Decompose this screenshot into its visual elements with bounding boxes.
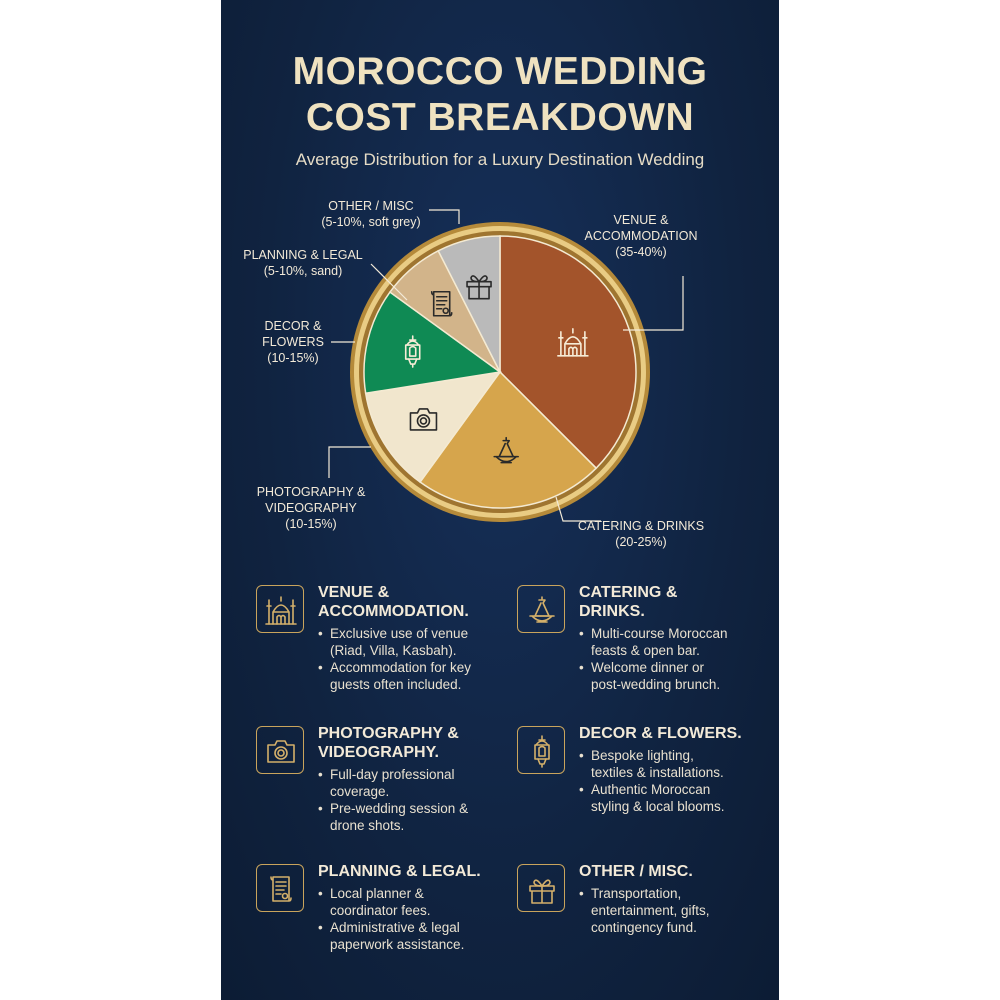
card-title-line: OTHER / MISC. — [579, 863, 693, 880]
pie-chart — [221, 0, 779, 560]
card-bullet-line: • Pre-wedding session & — [330, 801, 469, 816]
card-bullets — [579, 747, 767, 815]
card-bullets — [318, 885, 506, 953]
card-title — [318, 724, 508, 762]
title-line-1: MOROCCO WEDDING — [292, 50, 708, 93]
card-title-line: VENUE & — [318, 584, 390, 601]
card-bullet-line: • Welcome dinner or — [591, 660, 705, 675]
card-bullet — [579, 625, 767, 659]
card-bullet — [579, 659, 767, 693]
card-bullet-line: • Multi-course Moroccan — [591, 626, 728, 641]
card-bullets — [579, 885, 767, 936]
card-title — [318, 862, 508, 881]
slice-label-other: OTHER / MISC (5-10%, soft grey) — [321, 199, 421, 229]
slice-label-decor: DECOR & FLOWERS (10-15%) — [262, 319, 324, 365]
card-title — [579, 724, 769, 743]
card-bullet — [318, 800, 506, 834]
title-line-2: COST BREAKDOWN — [305, 96, 695, 139]
card-bullet-line: paperwork assistance. — [330, 937, 465, 952]
card-bullet-line: coordinator fees. — [330, 903, 431, 918]
card-title-line: DECOR & FLOWERS. — [579, 725, 742, 742]
card-bullet-line: entertainment, gifts, — [591, 903, 710, 918]
card-bullet-line: • Accommodation for key — [330, 660, 472, 675]
lantern-icon — [524, 733, 560, 769]
card-title — [318, 583, 508, 621]
card-bullet-line: guests often included. — [330, 677, 462, 692]
card-icon-box — [517, 585, 565, 633]
card-bullets — [579, 625, 767, 693]
card-bullet-line: feasts & open bar. — [591, 643, 700, 658]
card-bullet-line: • Exclusive use of venue — [330, 626, 469, 641]
card-bullet — [579, 747, 767, 781]
card-bullet-line: • Administrative & legal — [330, 920, 460, 935]
card-bullet-line: drone shots. — [330, 818, 405, 833]
card-icon-box — [517, 864, 565, 912]
card-bullet — [318, 885, 506, 919]
card-bullet — [318, 659, 506, 693]
card-bullet — [318, 766, 506, 800]
card-bullet-line: • Bespoke lighting, — [591, 748, 694, 763]
card-bullet-line: post-wedding brunch. — [591, 677, 721, 692]
card-title-line: ACCOMMODATION. — [318, 603, 469, 620]
card-bullets — [318, 766, 506, 834]
card-bullet — [318, 919, 506, 953]
mosque-icon — [263, 592, 299, 628]
card-icon-box — [517, 726, 565, 774]
leader-line-photography — [329, 447, 371, 478]
card-bullet — [579, 885, 767, 936]
card-bullet-line: styling & local blooms. — [591, 799, 725, 814]
scroll-icon — [263, 871, 299, 907]
card-bullet — [579, 781, 767, 815]
gift-icon — [524, 871, 560, 907]
card-bullet-line: • Full-day professional — [330, 767, 455, 782]
card-bullet-line: contingency fund. — [591, 920, 697, 935]
card-icon-box — [256, 585, 304, 633]
camera-icon — [263, 733, 299, 769]
leader-line-other — [429, 210, 459, 224]
tagine-icon — [524, 592, 560, 628]
card-title — [579, 583, 769, 621]
slice-label-catering: CATERING & DRINKS (20-25%) — [577, 519, 705, 549]
slice-label-venue: VENUE & ACCOMMODATION (35-40%) — [584, 213, 698, 259]
card-bullet-line: coverage. — [330, 784, 390, 799]
card-bullet-line: • Local planner & — [330, 886, 424, 901]
card-bullet-line: • Transportation, — [591, 886, 682, 901]
card-title-line: DRINKS. — [579, 603, 645, 620]
card-bullet — [318, 625, 506, 659]
slice-label-photography: PHOTOGRAPHY & VIDEOGRAPHY (10-15%) — [256, 485, 366, 531]
subtitle: Average Distribution for a Luxury Destination Wedding — [295, 150, 705, 169]
card-title-line: PLANNING & LEGAL. — [318, 863, 481, 880]
card-title-line: CATERING & — [579, 584, 678, 601]
card-bullet-line: (Riad, Villa, Kasbah). — [330, 643, 457, 658]
card-bullets — [318, 625, 506, 693]
slice-label-planning: PLANNING & LEGAL (5-10%, sand) — [243, 248, 363, 278]
card-bullet-line: textiles & installations. — [591, 765, 724, 780]
card-title — [579, 862, 769, 881]
infographic-panel — [221, 0, 779, 1000]
card-title-line: VIDEOGRAPHY. — [318, 744, 439, 761]
card-bullet-line: • Authentic Moroccan — [591, 782, 711, 797]
card-icon-box — [256, 864, 304, 912]
card-title-line: PHOTOGRAPHY & — [318, 725, 459, 742]
card-icon-box — [256, 726, 304, 774]
